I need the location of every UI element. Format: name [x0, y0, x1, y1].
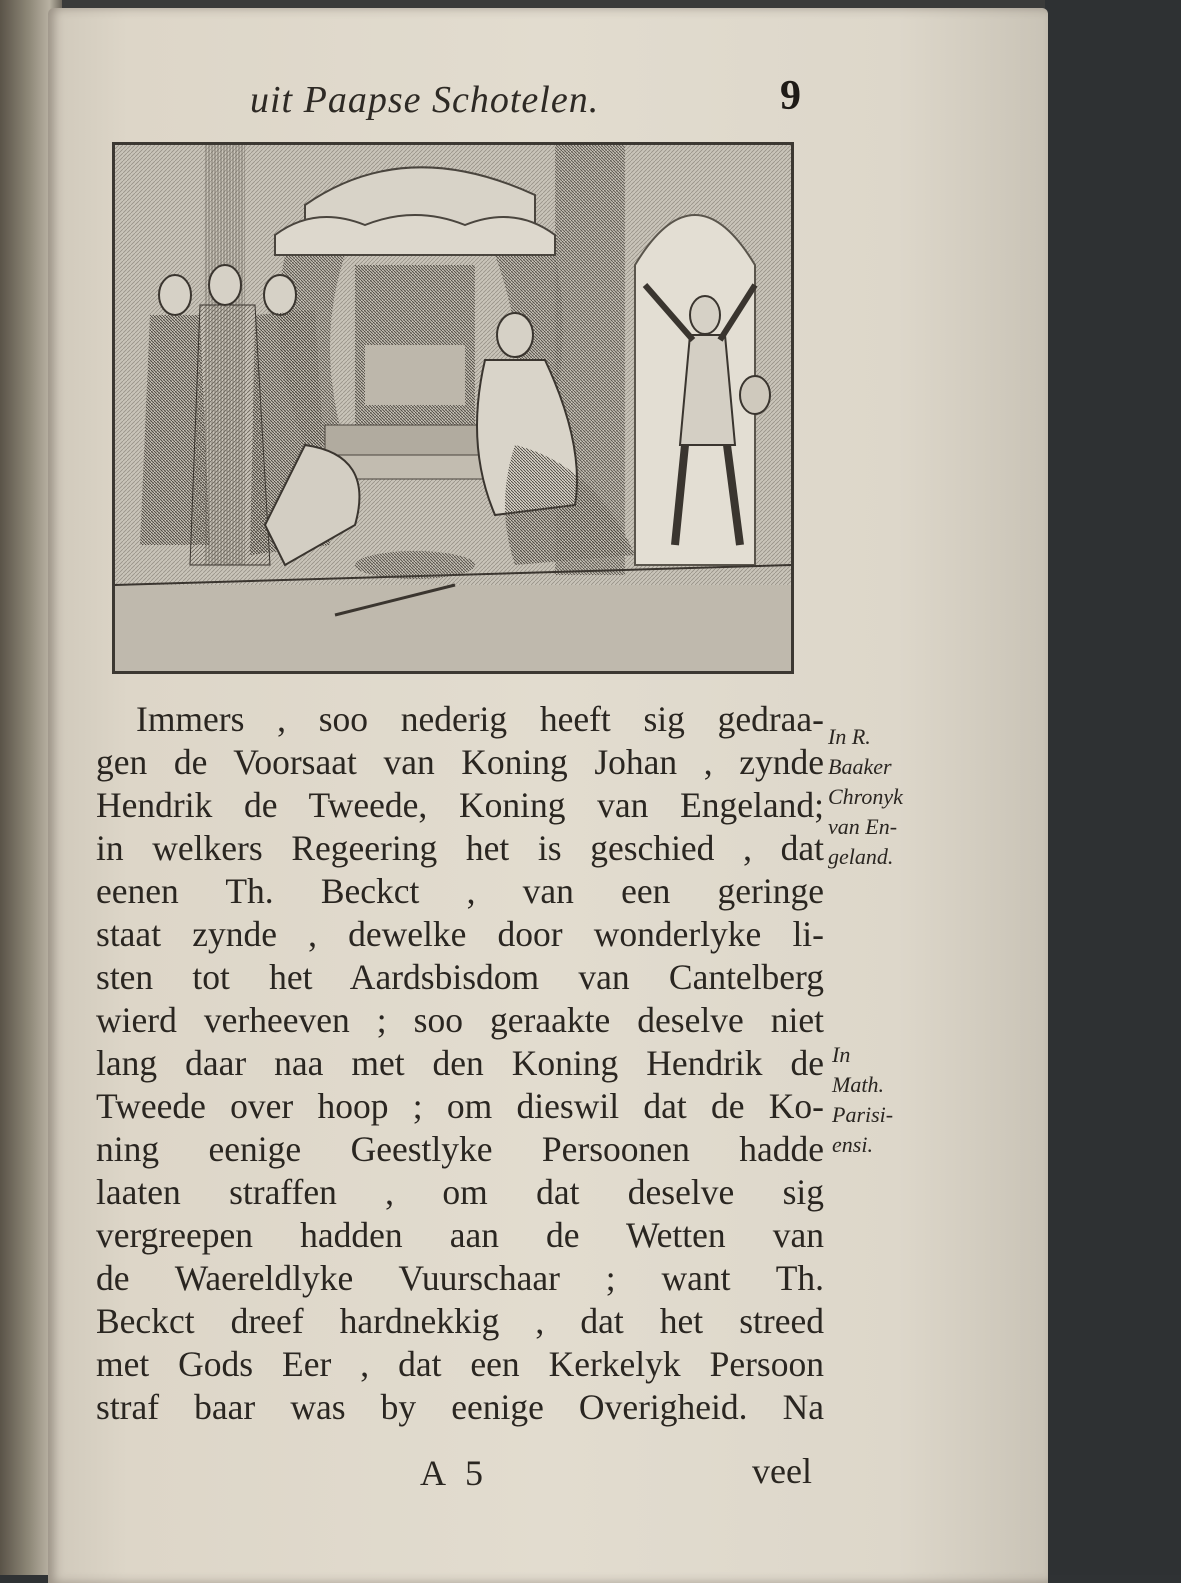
text-line: lang daar naa met den Koning Hendrik de — [96, 1043, 824, 1083]
running-title: uit Paapse Schotelen. — [250, 79, 600, 121]
text-line: in welkers Regeering het is geschied , dat — [96, 828, 824, 868]
text-line: straf baar was by eenige Overigheid. Na — [96, 1387, 824, 1427]
text-line: eenen Th. Beckct , van een geringe — [96, 871, 824, 911]
margin-note-line: Math. — [832, 1072, 884, 1097]
background-right — [1045, 0, 1181, 1575]
margin-note-chronicle — [828, 722, 903, 872]
text-line: sten tot het Aardsbisdom van Cantelberg — [96, 957, 824, 997]
margin-note-line: ensi. — [832, 1132, 873, 1157]
text-line: de Waereldlyke Vuurschaar ; want Th. — [96, 1258, 824, 1298]
margin-note-line: geland. — [828, 844, 894, 869]
catchword: veel — [752, 1451, 812, 1491]
engraving-scene-icon — [115, 145, 791, 671]
margin-note-line: In — [832, 1042, 851, 1067]
margin-note-line: Chronyk — [828, 784, 903, 809]
text-line: Immers , soo nederig heeft sig gedraa- — [136, 699, 824, 739]
margin-note-matthew-paris — [832, 1040, 893, 1160]
text-line: laaten straffen , om dat deselve sig — [96, 1172, 824, 1212]
engraving-illustration — [112, 142, 794, 674]
page-number: 9 — [780, 73, 801, 119]
text-line: Beckct dreef hardnekkig , dat het streed — [96, 1301, 824, 1341]
text-line: wierd verheeven ; soo geraakte deselve niet — [96, 1000, 824, 1040]
margin-note-line: van En- — [828, 814, 898, 839]
text-line: vergreepen hadden aan de Wetten van — [96, 1215, 824, 1255]
signature-mark: A 5 — [420, 1453, 490, 1493]
text-line: Tweede over hoop ; om dieswil dat de Ko- — [96, 1086, 824, 1126]
text-line: gen de Voorsaat van Koning Johan , zynde — [96, 742, 824, 782]
text-line: staat zynde , dewelke door wonderlyke li- — [96, 914, 824, 954]
body-text — [96, 698, 824, 1429]
text-line: Hendrik de Tweede, Koning van Engeland; — [96, 785, 824, 825]
margin-note-line: In R. — [828, 724, 871, 749]
margin-note-line: Baaker — [828, 754, 892, 779]
text-line: met Gods Eer , dat een Kerkelyk Persoon — [96, 1344, 824, 1384]
margin-note-line: Parisi- — [832, 1102, 894, 1127]
text-line: ning eenige Geestlyke Persoonen hadde — [96, 1129, 824, 1169]
